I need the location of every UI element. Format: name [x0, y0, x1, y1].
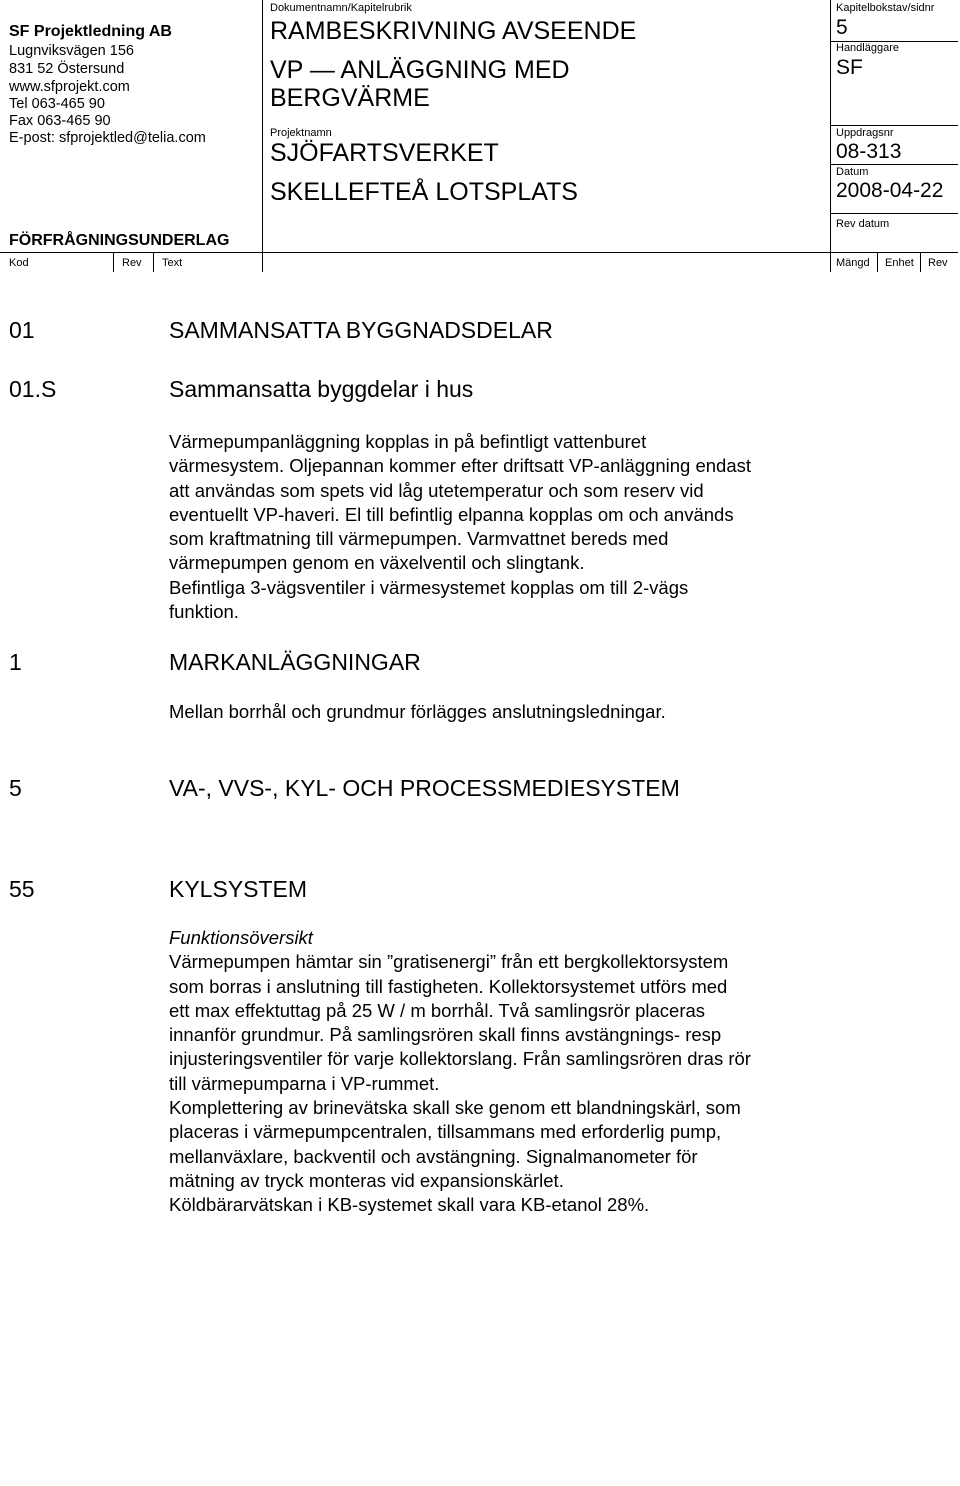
- body-line: mätning av tryck monteras vid expansionskärlet.: [169, 1169, 564, 1191]
- company-address-line: Lugnviksvägen 156: [9, 43, 134, 59]
- body-line: Komplettering av brinevätska skall ske genom ett blandningskärl, som: [169, 1097, 741, 1119]
- body-line: mellanväxlare, backventil och avstängning. Signalmanometer för: [169, 1145, 698, 1167]
- column-header-rev: Rev: [122, 257, 142, 269]
- body-line: funktion.: [169, 601, 239, 623]
- section-code: 1: [9, 649, 22, 675]
- document-type: FÖRFRÅGNINGSUNDERLAG: [9, 232, 230, 249]
- company-email: E-post: sfprojektled@telia.com: [9, 130, 206, 146]
- section-title: MARKANLÄGGNINGAR: [169, 649, 421, 675]
- order-number-label: Uppdragsnr: [836, 127, 894, 139]
- project-name-line: SKELLEFTEÅ LOTSPLATS: [270, 178, 578, 206]
- company-fax: Fax 063-465 90: [9, 113, 111, 129]
- doc-title-line: BERGVÄRME: [270, 84, 430, 112]
- body-line: eventuellt VP-haveri. El till befintlig elpanna kopplas om och används: [169, 503, 734, 525]
- body-line: värmepumpen genom en växelventil och slingtank.: [169, 552, 585, 574]
- company-website: www.sfprojekt.com: [9, 79, 130, 95]
- section-title: KYLSYSTEM: [169, 876, 308, 902]
- section-body: [169, 430, 869, 624]
- chapter-page-value: 5: [836, 16, 848, 39]
- body-line: injusteringsventiler för varje kollektorslang. Från samlingsrören dras rör: [169, 1048, 751, 1070]
- header-rule-date: [830, 213, 958, 214]
- section-body: [169, 926, 869, 1218]
- project-name-line: SJÖFARTSVERKET: [270, 139, 499, 167]
- section-subheading: Funktionsöversikt: [169, 927, 313, 948]
- col-divider-mangd: [877, 252, 878, 272]
- body-line: till värmepumparna i VP-rummet.: [169, 1072, 440, 1094]
- company-address-line: 831 52 Östersund: [9, 61, 125, 77]
- section-title: Sammansatta byggdelar i hus: [169, 376, 474, 402]
- col-divider-enhet: [920, 252, 921, 272]
- section-title: VA-, VVS-, KYL- OCH PROCESSMEDIESYSTEM: [169, 775, 680, 801]
- date-value: 2008-04-22: [836, 179, 944, 202]
- section-code: 5: [9, 775, 22, 801]
- header-rule-mid: [830, 125, 958, 126]
- body-line: som kraftmatning till värmepumpen. Varmvattnet bereds med: [169, 528, 669, 550]
- body-line: ett max effektuttag på 25 W / m borrhål. Två samlingsrör placeras: [169, 999, 706, 1021]
- header-rule-order: [830, 164, 958, 165]
- doc-title-line: RAMBESKRIVNING AVSEENDE: [270, 17, 637, 45]
- section-code: 55: [9, 876, 35, 902]
- body-line: innanför grundmur. På samlingsrören skall finns avstängnings- resp: [169, 1024, 722, 1046]
- body-line: att användas som spets vid låg utetemperatur och som reserv vid: [169, 479, 704, 501]
- company-name: SF Projektledning AB: [9, 23, 172, 40]
- body-line: Befintliga 3-vägsventiler i värmesystemet kopplas om till 2-vägs: [169, 576, 689, 598]
- column-header-enhet: Enhet: [885, 257, 914, 269]
- section-title: SAMMANSATTA BYGGNADSDELAR: [169, 317, 553, 343]
- header-divider-left: [262, 0, 263, 272]
- date-label: Datum: [836, 166, 869, 178]
- handler-value: SF: [836, 56, 863, 79]
- column-header-text: Text: [162, 257, 183, 269]
- project-name-label: Projektnamn: [270, 127, 332, 139]
- column-header-kod: Kod: [9, 257, 29, 269]
- body-line: Värmepumpanläggning kopplas in på befintligt vattenburet: [169, 431, 647, 452]
- order-number-value: 08-313: [836, 140, 902, 163]
- section-code: 01.S: [9, 376, 57, 402]
- column-header-rev2: Rev: [928, 257, 948, 269]
- doc-title-line: VP — ANLÄGGNING MED: [270, 56, 570, 84]
- body-line: Köldbärarvätskan i KB-systemet skall vara KB-etanol 28%.: [169, 1194, 650, 1216]
- handler-label: Handläggare: [836, 42, 899, 54]
- body-line: som borras i anslutning till fastigheten. Kollektorsystemet utförs med: [169, 975, 728, 997]
- rev-date-label: Rev datum: [836, 218, 890, 230]
- body-line: placeras i värmepumpcentralen, tillsammans med erforderlig pump,: [169, 1121, 722, 1143]
- col-divider-rev: [153, 252, 154, 272]
- chapter-page-label: Kapitelbokstav/sidnr: [836, 2, 935, 14]
- header-rule-bottom: [0, 252, 958, 253]
- body-line: Värmepumpen hämtar sin ”gratisenergi” från ett bergkollektorsystem: [169, 951, 729, 973]
- body-line: Mellan borrhål och grundmur förlägges anslutningsledningar.: [169, 701, 666, 722]
- section-body: [169, 700, 869, 724]
- body-line: värmesystem. Oljepannan kommer efter driftsatt VP-anläggning endast: [169, 455, 752, 477]
- col-divider-kod: [113, 252, 114, 272]
- section-code: 01: [9, 317, 35, 343]
- company-phone: Tel 063-465 90: [9, 96, 105, 112]
- column-header-mangd: Mängd: [836, 257, 870, 269]
- doc-name-label: Dokumentnamn/Kapitelrubrik: [270, 2, 412, 14]
